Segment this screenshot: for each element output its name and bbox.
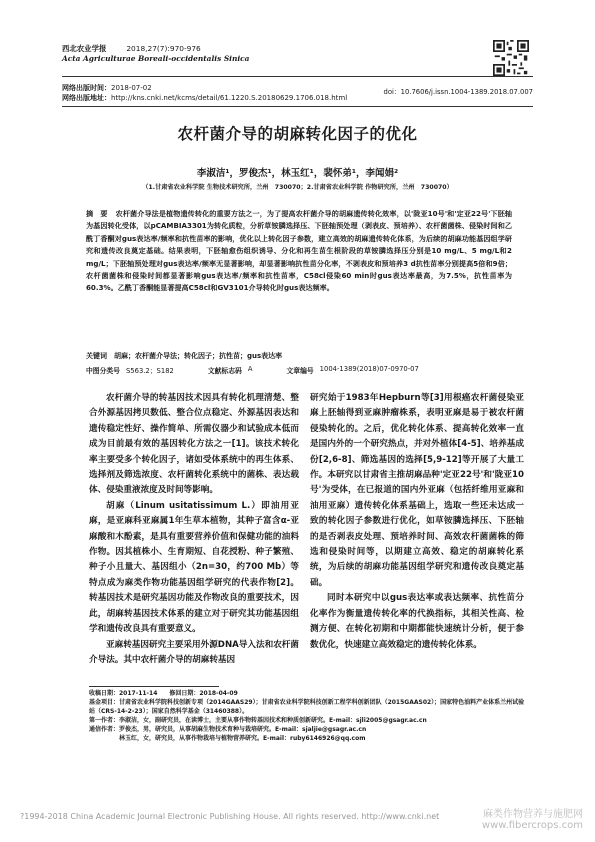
footnotes [89, 690, 529, 743]
classification-line: 中图分类号 S563.2；S182 文献标志码 A 文章编号 1004-1389(2018)07-0970-07 [86, 365, 419, 375]
footnote-line: 林玉红，女，研究员，从事作物栽培与植物营养研究。E-mail：ruby6146926@qq.com [89, 734, 366, 742]
qr-code-icon [493, 40, 529, 76]
abstract-text: 农杆菌介导法是植物遗传转化的重要方法之一，为了提高农杆菌介导的胡麻遗传转化效率，以'陇亚10号'和'定亚22号'下胚轴为基因转化受体，以pCAMBIA3301为转化质粒，分析草铵膦选择压、下胚轴预处理（剥表皮、预培养）、农杆菌菌株、侵染时间和乙酰丁香酮对gus表达率/频率和抗性苗率的影响，优化以上转化因子参数，建立高效的胡麻遗传转化体系，为后续的胡麻功能基因组学研究和遗传改良奠定基础。结果表明，下胚轴愈伤组织诱导、分化和再生苗生根阶段的草铵膦选择压分别是10 mg/L、5 mg/L和2 mg/L；下胚轴预处理对gus表达率/频率无显著影响，却显著影响抗性苗分化率，不剥表皮和预培养3 d抗性苗率分别提高5倍和9倍；农杆菌菌株和侵染时间都显著影响gus表达率/频率和抗性苗率，C58cl侵染60 min时gus表达率最高，为7.5%，抗性苗率为60.3%。乙酰丁香酮能显著提高C58cl和GV3101介导转化时gus表达频率。 [86, 209, 513, 293]
doi: doi：10.7606/j.issn.1004-1389.2018.07.007 [383, 88, 533, 96]
body-paragraph: 胡麻（Linum usitatissimum L.）即油用亚麻，是亚麻科亚麻属1年生草本植物，其种子富含α-亚麻酸和木酚素，是具有重要营养价值和保健功能的油料作物。因其植株小、生育期短、自花授粉、种子繁殖、种子小且量大、基因组小（2n=30，约700 Mb）等特点成为麻类作物功能基因组学研究的代表作物[2]。转基因技术是研究基因功能及作物改良的重要技术，因此，胡麻转基因技术体系的建立对于研究其功能基因组学和遗传改良具有重要意义。 [89, 500, 299, 635]
journal-issue: 2018,27(7):970-976 [126, 44, 201, 53]
header-rule-bottom [62, 106, 533, 107]
footnote-line: 通信作者：罗俊杰，男，研究员，从事胡麻生物技术育种与栽培研究。E-mail：sjaljie@gsagr.ac.cn [89, 725, 367, 733]
watermark-cn: 麻类作物营养与施肥网 [483, 809, 583, 820]
pub-url-line: 网络出版地址：http://kns.cnki.net/kcms/detail/61.1220.S.20180629.1706.018.html [62, 94, 348, 102]
copyright-footer: ?1994-2018 China Academic Journal Electronic Publishing House. All rights reserved. http://www.cnki.net [20, 812, 440, 821]
pub-url-link[interactable]: http://kns.cnki.net/kcms/detail/61.1220.S.20180629.1706.018.html [111, 94, 348, 102]
site-watermark [482, 805, 583, 831]
body-paragraph: 农杆菌介导的转基因技术因具有转化机理清楚、整合外源基因拷贝数低、整合位点稳定、外源基因表达和遗传稳定性好、操作简单、所需仪器少和试验成本低而成为目前最有效的基因转化方法之一[1]。该技术转化率主要受多个转化因子，诸如受体系统中的再生体系、选择剂及筛选浓度、农杆菌转化系统中的菌株、表达载体、侵染重液浓度及时间等影响。 [89, 393, 299, 496]
journal-name-cn: 西北农业学报 [62, 44, 107, 53]
body-column-left [89, 391, 299, 668]
abstract [86, 208, 512, 295]
footnote-line: 第一作者：李淑洁，女，副研究员，在读博士，主要从事作物转基因技术和种质创新研究。E-mail：sjli2005@gsagr.ac.cn [89, 716, 427, 724]
clc-number: S563.2；S182 [125, 367, 174, 375]
footnote-rule [89, 686, 219, 687]
authors: 李淑洁¹，罗俊杰¹，林玉红¹，裴怀弟¹，李闻娟² [196, 168, 399, 179]
pub-date-line: 网络出版时间：2018-07-02 [62, 84, 152, 92]
body-column-right [310, 391, 524, 653]
affiliation: （1.甘肃省农业科学院 生物技术研究所，兰州 730070；2.甘肃省农业科学院 作物研究所，兰州 730070） [142, 184, 453, 191]
footnote-line: 基金项目：甘肃省农业科学院科技创新专项（2014GAAS29）；甘肃省农业科学院科技创新工程学科创新团队（2015GAAS02）；国家特色油料产业体系兰州试验站（CRS-14-2-23）；国家自然科学基金（31460388）。 [89, 698, 525, 715]
doc-code: A [247, 365, 253, 373]
header-rule [62, 76, 533, 77]
journal-name-en: Acta Agriculturae Boreali-occidentalis Sinica [62, 54, 250, 63]
article-title: 农杆菌介导的胡麻转化因子的优化 [177, 125, 418, 143]
journal-header [62, 44, 249, 64]
body-paragraph: 亚麻转基因研究主要采用外源DNA导入法和农杆菌介导法。其中农杆菌介导的胡麻转基因 [89, 639, 299, 665]
keywords-text: 胡麻；农杆菌介导法；转化因子；抗性苗；gus表达率 [114, 352, 283, 360]
footnote-line: 收稿日期：2017-11-14 修回日期：2018-04-09 [89, 690, 238, 697]
body-paragraph: 同时本研究中以gus表达率或表达频率、抗性苗分化率作为衡量遗传转化率的代换指标，其相关性高、检测方便、在转化初期和中期都能快速统计分析，便于参数优化，快速建立高效稳定的遗传转化体系。 [310, 593, 524, 650]
body-paragraph: 研究始于1983年Hepburn等[3]用根癌农杆菌侵染亚麻上胚轴得到亚麻肿瘤株系，表明亚麻是易于被农杆菌侵染转化的。之后，优化转化体系、提高转化效率一直是国内外的一个研究热点，并对外植体[4-5]、培养基成份[2,6-8]、筛选基因的选择[5,9-12]等开展了大量工作。本研究以甘肃省主推胡麻品种'定亚22号'和'陇亚10号'为受体，在已报道的国内外亚麻（包括纤维用亚麻和油用亚麻）遗传转化体系基础上，选取一些还未达成一致的转化因子参数进行优化，如草铵膦选择压、下胚轴的是否剥表皮处理、预培养时间、高效农杆菌菌株的筛选和侵染时间等，以期建立高效、稳定的胡麻转化系统，为后续的胡麻功能基因组学研究和遗传改良奠定基础。 [310, 393, 524, 588]
watermark-url: www.fibercrops.com [481, 820, 583, 831]
article-number: 1004-1389(2018)07-0970-07 [319, 365, 419, 373]
abstract-label: 摘 要 [86, 209, 108, 218]
keywords-label: 关键词 [86, 352, 107, 360]
keywords [86, 351, 512, 361]
